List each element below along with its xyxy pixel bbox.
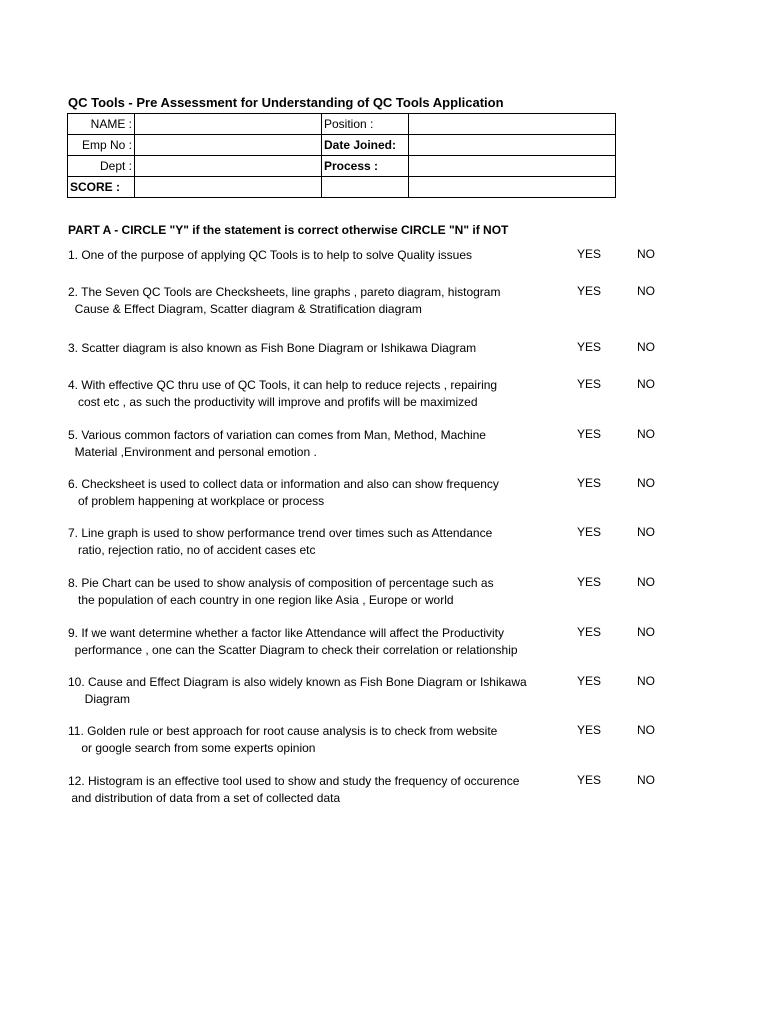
question-item (68, 476, 499, 510)
question-text-line2: ratio, rejection ratio, no of accident cases etc (68, 543, 316, 557)
empno-label: Emp No : (68, 135, 135, 156)
question-text-line2: cost etc , as such the productivity will improve and profifs will be maximized (68, 395, 478, 409)
yes-option[interactable]: YES (577, 773, 602, 787)
no-option[interactable]: NO (637, 377, 655, 391)
page-title: QC Tools - Pre Assessment for Understanding of QC Tools Application (68, 95, 504, 110)
date-joined-label: Date Joined: (322, 135, 409, 156)
question-item (68, 674, 527, 708)
table-row (68, 156, 616, 177)
employee-info-table (67, 113, 616, 198)
dept-field[interactable] (135, 156, 322, 177)
question-text-line1: 12. Histogram is an effective tool used to show and study the frequency of occurence (68, 774, 520, 788)
question-text-line1: 4. With effective QC thru use of QC Tools, it can help to reduce rejects , repairing (68, 378, 498, 392)
yes-option[interactable]: YES (577, 575, 602, 589)
question-text-line1: 6. Checksheet is used to collect data or information and also can show frequency (68, 477, 499, 491)
yes-option[interactable]: YES (577, 625, 602, 639)
question-item (68, 575, 494, 609)
score-label: SCORE : (68, 177, 135, 198)
question-text-line2: and distribution of data from a set of collected data (68, 791, 341, 805)
question-text-line2: of problem happening at workplace or process (68, 494, 325, 508)
table-row (68, 177, 616, 198)
question-text-line1: 2. The Seven QC Tools are Checksheets, line graphs , pareto diagram, histogram (68, 285, 501, 299)
question-item (68, 723, 497, 757)
question-item (68, 427, 486, 461)
question-item (68, 625, 518, 659)
no-option[interactable]: NO (637, 427, 655, 441)
yes-option[interactable]: YES (577, 674, 602, 688)
question-text-line2: the population of each country in one region like Asia , Europe or world (68, 593, 454, 607)
yes-option[interactable]: YES (577, 476, 602, 490)
question-text-line2: Cause & Effect Diagram, Scatter diagram & Stratification diagram (68, 302, 422, 316)
question-text-line2: Material ,Environment and personal emotion . (68, 445, 317, 459)
empno-field[interactable] (135, 135, 322, 156)
question-text-line2: Diagram (68, 692, 131, 706)
no-option[interactable]: NO (637, 284, 655, 298)
name-label: NAME : (68, 114, 135, 135)
question-item (68, 340, 476, 357)
question-item (68, 525, 492, 559)
question-text-line1: 9. If we want determine whether a factor like Attendance will affect the Productivity (68, 626, 505, 640)
table-row (68, 135, 616, 156)
part-a-instructions: PART A - CIRCLE "Y" if the statement is correct otherwise CIRCLE "N" if NOT (68, 223, 509, 237)
position-field[interactable] (409, 114, 616, 135)
dept-label: Dept : (68, 156, 135, 177)
question-text-line1: 5. Various common factors of variation can comes from Man, Method, Machine (68, 428, 486, 442)
date-joined-field[interactable] (409, 135, 616, 156)
no-option[interactable]: NO (637, 340, 655, 354)
question-text-line1: 3. Scatter diagram is also known as Fish Bone Diagram or Ishikawa Diagram (68, 341, 477, 355)
no-option[interactable]: NO (637, 476, 655, 490)
question-text-line1: 1. One of the purpose of applying QC Tools is to help to solve Quality issues (68, 248, 473, 262)
yes-option[interactable]: YES (577, 284, 602, 298)
process-label: Process : (322, 156, 409, 177)
no-option[interactable]: NO (637, 674, 655, 688)
question-text-line1: 10. Cause and Effect Diagram is also widely known as Fish Bone Diagram or Ishikawa (68, 675, 527, 689)
no-option[interactable]: NO (637, 525, 655, 539)
empty-cell (409, 177, 616, 198)
no-option[interactable]: NO (637, 575, 655, 589)
name-field[interactable] (135, 114, 322, 135)
score-field[interactable] (135, 177, 322, 198)
question-item (68, 377, 497, 411)
question-item (68, 773, 519, 807)
yes-option[interactable]: YES (577, 377, 602, 391)
table-row (68, 114, 616, 135)
position-label: Position : (322, 114, 409, 135)
no-option[interactable]: NO (637, 773, 655, 787)
yes-option[interactable]: YES (577, 525, 602, 539)
no-option[interactable]: NO (637, 247, 655, 261)
yes-option[interactable]: YES (577, 247, 602, 261)
yes-option[interactable]: YES (577, 427, 602, 441)
question-text-line1: 7. Line graph is used to show performance trend over times such as Attendance (68, 526, 493, 540)
question-item (68, 284, 500, 318)
question-text-line2: performance , one can the Scatter Diagram to check their correlation or relationship (68, 643, 518, 657)
question-text-line1: 11. Golden rule or best approach for root cause analysis is to check from website (68, 724, 498, 738)
no-option[interactable]: NO (637, 625, 655, 639)
empty-cell (322, 177, 409, 198)
question-text-line2: or google search from some experts opinion (68, 741, 316, 755)
process-field[interactable] (409, 156, 616, 177)
question-text-line1: 8. Pie Chart can be used to show analysis of composition of percentage such as (68, 576, 494, 590)
question-item (68, 247, 472, 264)
yes-option[interactable]: YES (577, 723, 602, 737)
no-option[interactable]: NO (637, 723, 655, 737)
yes-option[interactable]: YES (577, 340, 602, 354)
